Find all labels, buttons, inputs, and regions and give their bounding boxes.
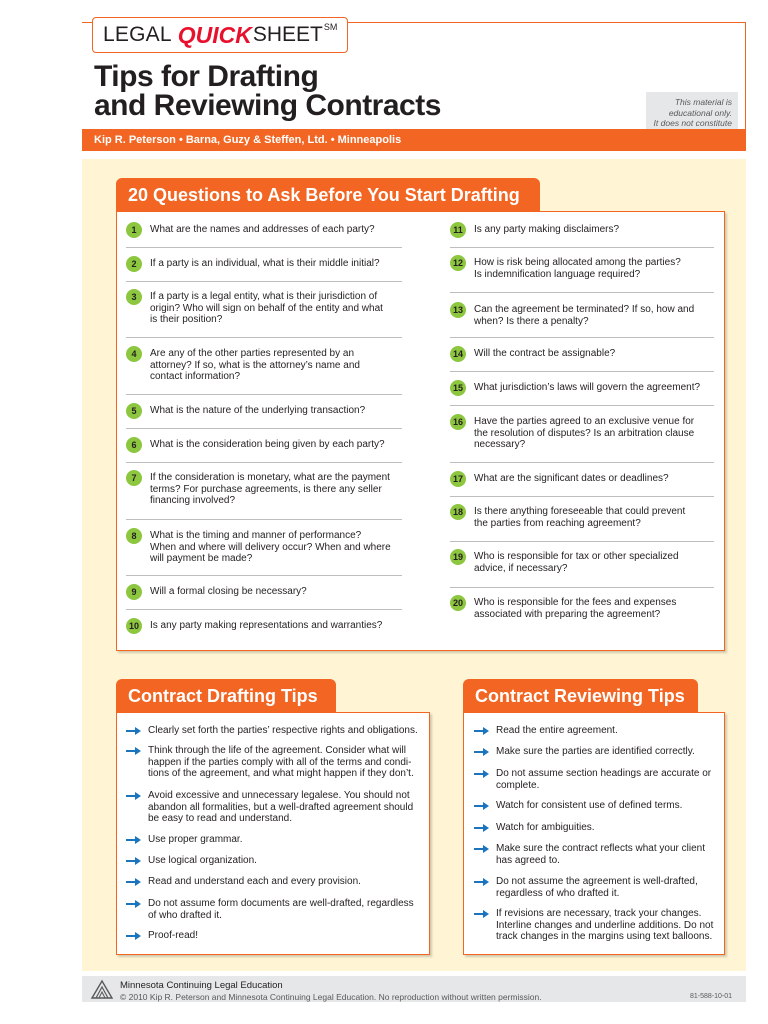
question-text-line: contact information? <box>150 371 241 382</box>
question-text-line: associated with preparing the agreement? <box>474 608 661 620</box>
drafting-tip-item <box>126 725 422 737</box>
arrow-right-icon <box>126 746 142 756</box>
tip-text <box>496 843 705 866</box>
author-bar: Kip R. Peterson • Barna, Guzy & Steffen, Ltd. • Minneapolis <box>82 129 746 151</box>
divider <box>126 609 402 610</box>
question-item <box>126 291 411 326</box>
question-item <box>450 304 718 327</box>
question-text <box>150 439 411 451</box>
divider <box>450 462 714 463</box>
question-number-badge: 2 <box>126 256 142 272</box>
arrow-right-icon <box>126 835 142 845</box>
tip-text-line: abandon all formalities, but a well-drafted agreement should <box>148 801 414 813</box>
arrow-right-icon <box>474 726 490 736</box>
question-number-badge: 15 <box>450 380 466 396</box>
question-text-line: Are any of the other parties represented by an <box>150 348 355 359</box>
reviewing-tip-item <box>474 725 720 737</box>
question-number-badge: 13 <box>450 302 466 318</box>
question-number-badge: 12 <box>450 255 466 271</box>
tip-text-line: Clearly set forth the parties’ respective rights and obligations. <box>148 725 418 736</box>
divider <box>126 394 402 395</box>
tip-text-line: Use logical organization. <box>148 855 257 866</box>
drafting-heading: Contract Drafting Tips <box>116 679 336 713</box>
divider <box>126 428 402 429</box>
question-number-badge: 14 <box>450 346 466 362</box>
question-text-line: is their position? <box>150 314 223 325</box>
question-text <box>474 348 718 360</box>
divider <box>450 337 714 338</box>
question-number-badge: 1 <box>126 222 142 238</box>
title-line-2: and Reviewing Contracts <box>94 89 441 122</box>
question-text-line: the parties from reaching agreement? <box>474 517 641 529</box>
tip-text-line: complete. <box>496 779 540 791</box>
tip-text-line: Watch for ambiguities. <box>496 822 595 833</box>
reviewing-tip-item <box>474 876 720 899</box>
question-text-line: If a party is an individual, what is their middle initial? <box>150 258 380 269</box>
question-text <box>474 551 718 574</box>
tip-text <box>496 725 618 737</box>
tip-text-line: Use proper grammar. <box>148 834 243 845</box>
question-text-line: What jurisdiction’s laws will govern the agreement? <box>474 382 701 393</box>
drafting-tip-item <box>126 855 422 867</box>
tip-text-line: Do not assume form documents are well-drafted, regardless <box>148 898 414 909</box>
tip-text-line: Read the entire agreement. <box>496 725 618 736</box>
tip-text <box>496 908 713 943</box>
logo-sm: SM <box>323 22 338 32</box>
question-text-line: Who is responsible for tax or other specialized <box>474 551 679 562</box>
question-item <box>450 348 718 362</box>
arrow-right-icon <box>126 931 142 941</box>
divider <box>450 292 714 293</box>
tip-text-line: Proof-read! <box>148 930 199 941</box>
question-text <box>150 348 411 383</box>
tip-text-line: of who drafted it. <box>148 909 222 921</box>
tip-text-line: track changes in the margins using text balloons. <box>496 931 713 942</box>
question-item <box>126 224 411 238</box>
question-text-line: terms? For purchase agreements, is there any seller <box>150 483 382 495</box>
question-text <box>474 473 718 485</box>
divider <box>450 405 714 406</box>
tip-text <box>496 746 695 758</box>
divider <box>126 247 402 248</box>
question-number-badge: 17 <box>450 471 466 487</box>
question-number-badge: 20 <box>450 595 466 611</box>
arrow-right-icon <box>474 801 490 811</box>
divider <box>126 337 402 338</box>
question-text <box>150 620 411 632</box>
tip-text <box>148 855 257 867</box>
tip-text-line: Do not assume section headings are accurate or <box>496 768 712 779</box>
divider <box>126 519 402 520</box>
tip-text-line: Read and understand each and every provision. <box>148 876 361 887</box>
question-text-line: If a party is a legal entity, what is their jurisdiction of <box>150 291 378 302</box>
tip-text-line: tions of the agreement, and what might happen if they don’t. <box>148 768 414 779</box>
question-item <box>450 597 718 620</box>
tip-text <box>496 800 682 812</box>
disclaimer-line: It does not constitute <box>653 118 732 128</box>
question-text-line: necessary? <box>474 439 526 450</box>
question-number-badge: 8 <box>126 528 142 544</box>
question-text <box>150 258 411 270</box>
tip-text-line: Make sure the parties are identified correctly. <box>496 746 695 757</box>
arrow-right-icon <box>126 899 142 909</box>
question-number-badge: 9 <box>126 584 142 600</box>
tip-text <box>148 834 242 846</box>
tip-text <box>496 768 711 791</box>
tip-text-line: Do not assume the agreement is well-drafted, <box>496 876 698 887</box>
tip-text-line: Make sure the contract reflects what your client <box>496 843 705 854</box>
question-text <box>474 304 718 327</box>
question-item <box>126 258 411 272</box>
tip-text <box>148 876 361 888</box>
tip-text-line: Think through the life of the agreement. Consider what will <box>148 745 406 756</box>
question-text <box>474 416 718 451</box>
arrow-right-icon <box>474 769 490 779</box>
question-item <box>126 472 411 507</box>
reviewing-tip-item <box>474 843 720 866</box>
question-text-line: advice, if necessary? <box>474 562 568 574</box>
question-text-line: financing involved? <box>150 495 236 506</box>
question-number-badge: 3 <box>126 289 142 305</box>
title-line-1: Tips for Drafting <box>94 60 319 93</box>
question-number-badge: 10 <box>126 618 142 634</box>
drafting-tip-item <box>126 834 422 846</box>
question-text-line: What is the consideration being given by each party? <box>150 439 385 450</box>
question-number-badge: 11 <box>450 222 466 238</box>
tip-text <box>496 822 595 834</box>
question-number-badge: 4 <box>126 346 142 362</box>
question-item <box>450 224 718 238</box>
logo-legal: LEGAL <box>103 23 172 46</box>
question-text-line: Is there anything foreseeable that could prevent <box>474 506 686 517</box>
divider <box>450 541 714 542</box>
tip-text <box>496 876 698 899</box>
question-text-line: Is any party making disclaimers? <box>474 224 620 235</box>
tip-text-line: regardless of who drafted it. <box>496 887 620 899</box>
question-text-line: Will the contract be assignable? <box>474 348 616 359</box>
question-text-line: Who is responsible for the fees and expenses <box>474 597 677 608</box>
question-text <box>150 530 411 565</box>
tip-text-line: Watch for consistent use of defined terms. <box>496 800 683 811</box>
arrow-right-icon <box>474 747 490 757</box>
question-text <box>474 506 718 529</box>
disclaimer-line: educational only. <box>668 107 732 118</box>
drafting-tip-item <box>126 898 422 921</box>
question-item <box>126 405 411 419</box>
question-text <box>150 586 411 598</box>
arrow-right-icon <box>126 877 142 887</box>
divider <box>450 587 714 588</box>
question-item <box>450 257 718 280</box>
arrow-right-icon <box>126 791 142 801</box>
drafting-tip-item <box>126 876 422 888</box>
tip-text-line: has agreed to. <box>496 854 560 866</box>
arrow-right-icon <box>474 909 490 919</box>
tip-text-line: Interline changes and underline additions. Do not <box>496 919 714 931</box>
mcle-logo-icon <box>90 978 114 1000</box>
question-item <box>450 473 718 487</box>
drafting-tip-item <box>126 930 422 942</box>
arrow-right-icon <box>126 856 142 866</box>
question-text <box>474 257 718 280</box>
tip-text <box>148 930 198 942</box>
question-text-line: Is any party making representations and warranties? <box>150 620 383 631</box>
divider <box>126 462 402 463</box>
reviewing-tip-item <box>474 800 720 812</box>
reviewing-tip-item <box>474 908 720 943</box>
question-number-badge: 16 <box>450 414 466 430</box>
reviewing-tip-item <box>474 746 720 758</box>
question-text-line: What is the timing and manner of performance? <box>150 530 362 541</box>
drafting-tip-item <box>126 745 422 780</box>
divider <box>450 247 714 248</box>
question-text <box>150 405 411 417</box>
footer-org: Minnesota Continuing Legal Education <box>120 980 283 991</box>
footer-copyright: © 2010 Kip R. Peterson and Minnesota Continuing Legal Education. No reproduction without written permission. <box>120 992 542 1002</box>
tip-text-line: Avoid excessive and unnecessary legalese. You should not <box>148 790 410 801</box>
question-text <box>474 597 718 620</box>
reviewing-heading: Contract Reviewing Tips <box>463 679 698 713</box>
question-item <box>126 586 411 600</box>
tip-text <box>148 898 414 921</box>
reviewing-tip-item <box>474 822 720 834</box>
question-number-badge: 19 <box>450 549 466 565</box>
question-text-line: origin? Who will sign on behalf of the entity and what <box>150 302 383 314</box>
question-text-line: the resolution of disputes? Is an arbitration clause <box>474 427 695 439</box>
question-text <box>474 382 718 394</box>
question-number-badge: 18 <box>450 504 466 520</box>
question-text-line: Will a formal closing be necessary? <box>150 586 307 597</box>
logo-sheet: SHEET <box>252 23 323 46</box>
divider <box>450 371 714 372</box>
question-text-line: What are the names and addresses of each party? <box>150 224 375 235</box>
question-text-line: Is indemnification language required? <box>474 268 641 280</box>
question-text-line: If the consideration is monetary, what are the payment <box>150 472 390 483</box>
question-item <box>450 506 718 529</box>
question-item <box>450 416 718 451</box>
legal-quicksheet-logo <box>92 17 348 53</box>
question-item <box>126 439 411 453</box>
tip-text-line: happen if the parties comply with all of the terms and condi- <box>148 756 412 768</box>
arrow-right-icon <box>474 877 490 887</box>
question-text-line: when? Is there a penalty? <box>474 315 589 327</box>
question-number-badge: 6 <box>126 437 142 453</box>
tip-text <box>148 745 414 780</box>
question-text-line: How is risk being allocated among the parties? <box>474 257 681 268</box>
reviewing-tip-item <box>474 768 720 791</box>
question-item <box>450 382 718 396</box>
footer-code: 81-588-10-01 <box>690 993 733 1000</box>
arrow-right-icon <box>474 823 490 833</box>
arrow-right-icon <box>474 844 490 854</box>
question-text-line: Have the parties agreed to an exclusive venue for <box>474 416 695 427</box>
divider <box>126 575 402 576</box>
logo-quick: QUICK <box>177 21 252 48</box>
question-text <box>150 224 411 236</box>
question-text <box>150 291 411 326</box>
question-text <box>150 472 411 507</box>
question-text-line: will payment be made? <box>150 553 253 564</box>
question-text-line: When and where will delivery occur? When and where <box>150 541 391 553</box>
divider <box>126 281 402 282</box>
question-item <box>126 530 411 565</box>
question-text-line: Can the agreement be terminated? If so, how and <box>474 304 695 315</box>
tip-text-line: be easy to read and understand. <box>148 813 292 824</box>
questions-heading: 20 Questions to Ask Before You Start Drafting <box>116 178 540 212</box>
tip-text-line: If revisions are necessary, track your changes. <box>496 908 702 919</box>
drafting-tip-item <box>126 790 422 825</box>
question-text-line: What are the significant dates or deadlines? <box>474 473 669 484</box>
question-item <box>450 551 718 574</box>
question-number-badge: 7 <box>126 470 142 486</box>
tip-text <box>148 725 418 737</box>
arrow-right-icon <box>126 726 142 736</box>
question-text <box>474 224 718 236</box>
page-title <box>94 62 514 120</box>
question-item <box>126 620 411 634</box>
tip-text <box>148 790 413 825</box>
question-number-badge: 5 <box>126 403 142 419</box>
question-text-line: attorney? If so, what is the attorney’s name and <box>150 359 360 371</box>
divider <box>450 496 714 497</box>
disclaimer-line: This material is <box>674 97 732 107</box>
question-item <box>126 348 411 383</box>
question-text-line: What is the nature of the underlying transaction? <box>150 405 366 416</box>
